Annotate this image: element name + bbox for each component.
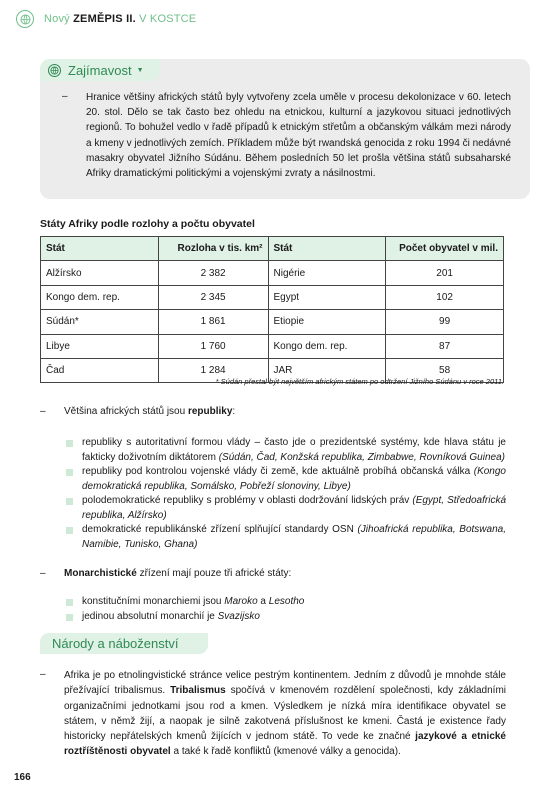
bullet-marker [66,440,73,447]
list-item-text: jedinou absolutní monarchií je [82,611,218,622]
list-item [82,436,506,465]
table-cell: 2 382 [158,261,268,285]
paragraph-text: a také k řadě konfliktů (kmenové války a genocida). [170,746,401,758]
list-item-text: demokratické republikánské zřízení splňující standardy OSN [82,524,358,535]
table-header-cell: Rozloha v tis. km² [158,237,268,261]
fact-box-dash: – [62,91,68,102]
bullet-marker [66,527,73,534]
list-item [82,465,506,494]
table-header-row [41,237,504,261]
table-cell: 99 [386,310,504,334]
paragraph-bold: Tribalismus [170,685,226,697]
list-item [82,610,506,625]
list-item-examples: (Kongo demokratická republika, Somálsko, Pobřeží slonoviny, Libye) [82,466,506,492]
table-cell: Nigérie [268,261,386,285]
list-item [82,523,506,552]
table-cell: 1 760 [158,334,268,358]
table-cell: Kongo dem. rep. [41,285,159,309]
list-item-text: konstitučními monarchiemi jsou [82,596,225,607]
globe-icon [48,64,61,77]
bullet-marker [66,614,73,621]
states-table [40,236,504,383]
table-header-cell: Stát [268,237,386,261]
table-header-cell: Stát [41,237,159,261]
table-cell: Etiopie [268,310,386,334]
table-cell: 2 345 [158,285,268,309]
section-dash: – [40,669,46,680]
table-row [41,310,504,334]
fact-box-title [40,59,160,81]
section-paragraph [64,668,506,760]
list-item-examples: (Jihoafrická republika, Botswana, Namibie, Tunisko, Ghana) [82,524,506,550]
fact-box [40,59,530,199]
book-brand [44,13,196,25]
triangle-down-icon: ▼ [136,66,144,74]
fact-box-title-text: Zajímavost [68,62,132,78]
table-cell: Libye [41,334,159,358]
bullet-marker [66,498,73,505]
page-header [0,0,555,38]
paragraph-text: Afrika je po etnolingvistické stránce velice pestrým kontinentem. Jedním z důvodů je mnohde stále přežívající tribalismus. [64,670,506,697]
table-cell: 58 [386,358,504,382]
republics-intro-pre: Většina afrických států jsou [64,406,188,417]
table-cell: Alžírsko [41,261,159,285]
table-cell: 102 [386,285,504,309]
bullet-marker [66,599,73,606]
paragraph-text: spočívá v kmenovém rozdělení společnosti, kdy základními organizačními jednotkami jsou rod a kmen. Výsledkem je nízká míra identifikace obyvatel se státem, v němž žijí, a naopak je silně zakotvená příslušnost ke kmeni. Častá je existence řady historicky nepřátelských kmenů žijících v jednom státě. To vede ke značné [64,685,507,743]
republics-intro-bold: republiky [187,406,233,417]
fact-box-text: Hranice většiny afrických států byly vytvořeny zcela uměle v procesu dekolonizace v 60. letech 20. stol. Dělo se tak často bez ohledu na etnickou, kulturní a jazykovou situaci jednotlivých regionů. To bohužel vedlo v řadě případů k etnickým střetům a občanským válkám mezi národy a kmeny v jednotlivých zemích. Příkladem může být rwandská genocida z roku 1994 či nedávné masakry obyvatel Jižního Súdánu. Během posledních 50 let prošla většina států subsaharské Afriky dramatickými politickými a vojenskými zvraty a násilnostmi. [86,92,511,180]
list-item-text: republiky pod kontrolou vojenské vlády či země, kde aktuálně probíhá občanská válka [82,466,474,477]
table-row [41,334,504,358]
table-footnote: * Súdán přestal být největším africkým státem po odtržení Jižního Súdánu v roce 2011. [215,377,504,386]
list-item-examples: (Súdán, Čad, Konžská republika, Zimbabwe, Rovníková Guinea) [218,451,505,463]
list-item-examples: (Egypt, Středoafrická republika, Alžírsko) [82,495,507,521]
monarchy-lesotho: Lesotho [268,596,305,607]
table-cell: Súdán* [41,310,159,334]
republics-dash: – [40,406,46,417]
monarchy-maroko: Maroko [224,596,258,607]
table-title: Státy Afriky podle rozlohy a počtu obyvatel [40,218,255,230]
bullet-marker [66,469,73,476]
monarchy-svazijsko: Svazijsko [217,611,260,622]
table-cell: 87 [386,334,504,358]
section-heading: Národy a náboženství [40,633,208,654]
globe-logo-icon [16,10,34,28]
table-cell: 201 [386,261,504,285]
list-item [82,494,506,523]
list-item-text: polodemokratické republiky s problémy v oblasti dodržování lidských práv [82,495,413,506]
table-cell: Čad [41,358,159,382]
brand-suffix: V KOSTCE [139,13,197,25]
table-cell: Kongo dem. rep. [268,334,386,358]
republics-intro-post: : [232,406,236,417]
brand-title: ZEMĚPIS II. [73,13,136,25]
list-item [82,595,506,610]
brand-prefix: Nový [44,13,70,25]
table-cell: 1 861 [158,310,268,334]
table-header-cell: Počet obyvatel v mil. [386,237,504,261]
table-row [41,285,504,309]
paragraph-bold: jazykové a etnické roztříštěnosti obyvatel [64,731,506,758]
list-item-text: a [257,596,269,607]
table-cell: 1 284 [158,358,268,382]
page-number: 166 [14,772,31,783]
table-row [41,261,504,285]
table-cell: JAR [268,358,386,382]
monarchies-dash: – [40,568,46,579]
list-item-text: republiky s autoritativní formou vlády – často jde o prezidentské systémy, kde hlava státu je fakticky doživotním diktátorem [82,437,506,463]
table-cell: Egypt [268,285,386,309]
republics-intro [64,404,235,420]
monarchies-intro [64,566,291,582]
monarchies-intro-post: zřízení mají pouze tři africké státy: [136,568,292,579]
monarchies-intro-bold: Monarchistické [64,568,137,579]
